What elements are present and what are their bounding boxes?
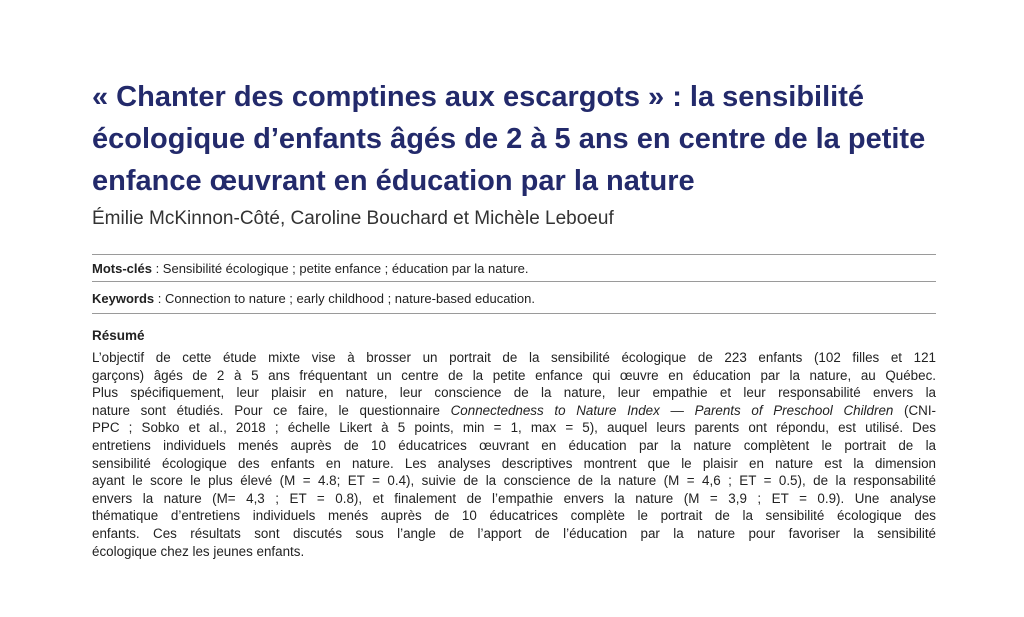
divider [92,313,936,314]
divider [92,254,936,255]
resume-line: thématique d’entretiens individuels menés auprès de 10 éducatrices complète le portrait de la sensibilité écologique des [92,508,936,524]
title-line: enfance œuvrant en éducation par la nature [92,165,695,197]
mots-cles-label: Mots-clés [92,261,152,276]
resume-body [92,349,936,560]
keywords [92,291,535,306]
resume-heading: Résumé [92,328,145,343]
resume-line: ayant le score le plus élevé (M = 4.8; ET = 0.4), suivie de la conscience de la nature (M = 4,6 ; ET = 0.5), de la responsabilité [92,473,936,489]
mots-cles-text: : Sensibilité écologique ; petite enfance ; éducation par la nature. [151,261,529,276]
title-line: écologique d’enfants âgés de 2 à 5 ans en centre de la petite [92,123,926,155]
keywords-text: : Connection to nature ; early childhood ; nature-based education. [154,291,535,306]
resume-line: nature sont étudiés. Pour ce faire, le questionnaire Connectedness to Nature Index — Parents of Preschool Children (CNI- [92,402,937,418]
resume-line: enfants. Ces résultats sont discutés sous l’angle de l’apport de l’éducation par la nature pour favoriser la sensibilité [92,525,936,541]
resume-line: sensibilité écologique des enfants en nature. Les analyses descriptives montrent que le plaisir en nature est la dimension [92,455,936,471]
resume-line: écologique chez les jeunes enfants. [92,543,305,559]
title-line: « Chanter des comptines aux escargots » : la sensibilité [92,81,864,113]
resume-line: L’objectif de cette étude mixte vise à brosser un portrait de la sensibilité écologique de 223 enfants (102 filles et 121 [92,350,936,365]
resume-line: entretiens individuels menés auprès de 10 éducatrices œuvrant en éducation par la nature complètent le portrait de la [92,437,936,453]
resume-line: PPC ; Sobko et al., 2018 ; échelle Likert à 5 points, min = 1, max = 5), auquel leurs parents ont répondu, est utilisé. Des [92,420,936,436]
resume-line: garçons) âgés de 2 à 5 ans fréquentant un centre de la petite enfance qui œuvre en éducation par la nature, au Québec. [92,367,936,383]
keywords-label: Keywords [92,291,155,306]
paper-title [92,76,972,202]
resume-line: Plus spécifiquement, leur plaisir en nature, leur conscience de la nature, leur empathie et leur responsabilité envers la [92,385,936,401]
divider [92,281,936,282]
mots-cles [92,261,529,276]
resume-line: envers la nature (M= 4,3 ; ET = 0.8), et finalement de l’empathie envers la nature (M = 3,9 ; ET = 0.9). Une analyse [92,490,936,506]
authors: Émilie McKinnon-Côté, Caroline Bouchard et Michèle Leboeuf [92,208,614,229]
